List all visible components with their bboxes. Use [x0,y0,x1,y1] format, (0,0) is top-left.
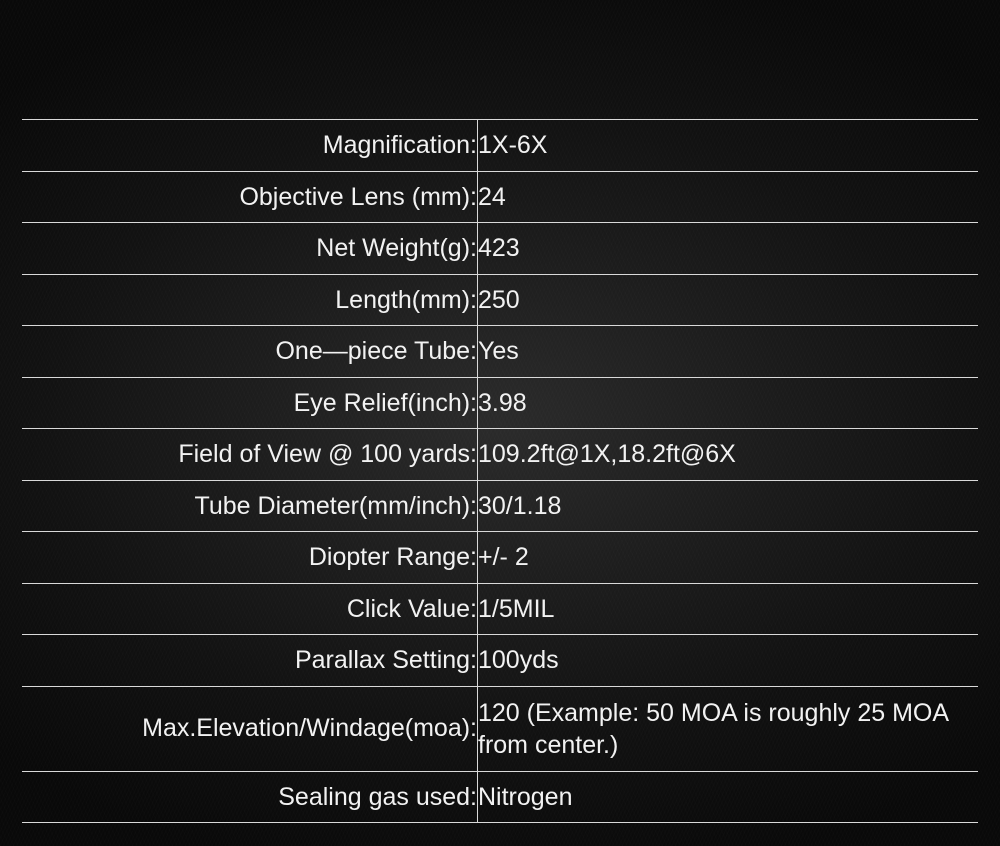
spec-label: Length(mm): [22,274,478,326]
spec-label: One—piece Tube: [22,326,478,378]
table-row [22,686,978,771]
spec-label: Parallax Setting: [22,635,478,687]
spec-value: 1X-6X [478,131,548,159]
table-row [22,771,978,823]
table-row [22,326,978,378]
table-row [22,223,978,275]
table-row [22,583,978,635]
spec-value: 100yds [478,646,559,674]
spec-value: 109.2ft@1X,18.2ft@6X [478,440,736,468]
spec-label: Diopter Range: [22,532,478,584]
spec-value: 24 [478,182,506,211]
specification-table-body [22,120,978,823]
spec-value: 120 (Example: 50 MOA is roughly 25 MOA from center.) [478,698,948,759]
spec-value: 3.98 [478,388,527,417]
spec-label: Net Weight(g): [22,223,478,275]
spec-label: Sealing gas used: [22,771,478,823]
table-row [22,429,978,481]
table-row [22,480,978,532]
specification-table-container [22,119,978,823]
table-row [22,274,978,326]
spec-label: Eye Relief(inch): [22,377,478,429]
table-row [22,377,978,429]
table-row [22,120,978,172]
spec-value: 30/1.18 [478,491,562,520]
spec-value: +/- 2 [478,543,529,571]
spec-value: Yes [478,337,519,365]
spec-label: Objective Lens (mm): [22,171,478,223]
spec-label: Field of View @ 100 yards: [22,429,478,481]
table-row [22,532,978,584]
spec-label: Magnification: [22,120,478,172]
spec-value: 250 [478,285,520,314]
spec-label: Max.Elevation/Windage(moa): [22,686,478,771]
table-row [22,635,978,687]
spec-value: 423 [478,234,520,262]
specification-table [22,119,978,823]
table-row [22,171,978,223]
spec-label: Click Value: [22,583,478,635]
spec-label: Tube Diameter(mm/inch): [22,480,478,532]
spec-value: 1/5MIL [478,594,555,623]
spec-value: Nitrogen [478,782,573,811]
